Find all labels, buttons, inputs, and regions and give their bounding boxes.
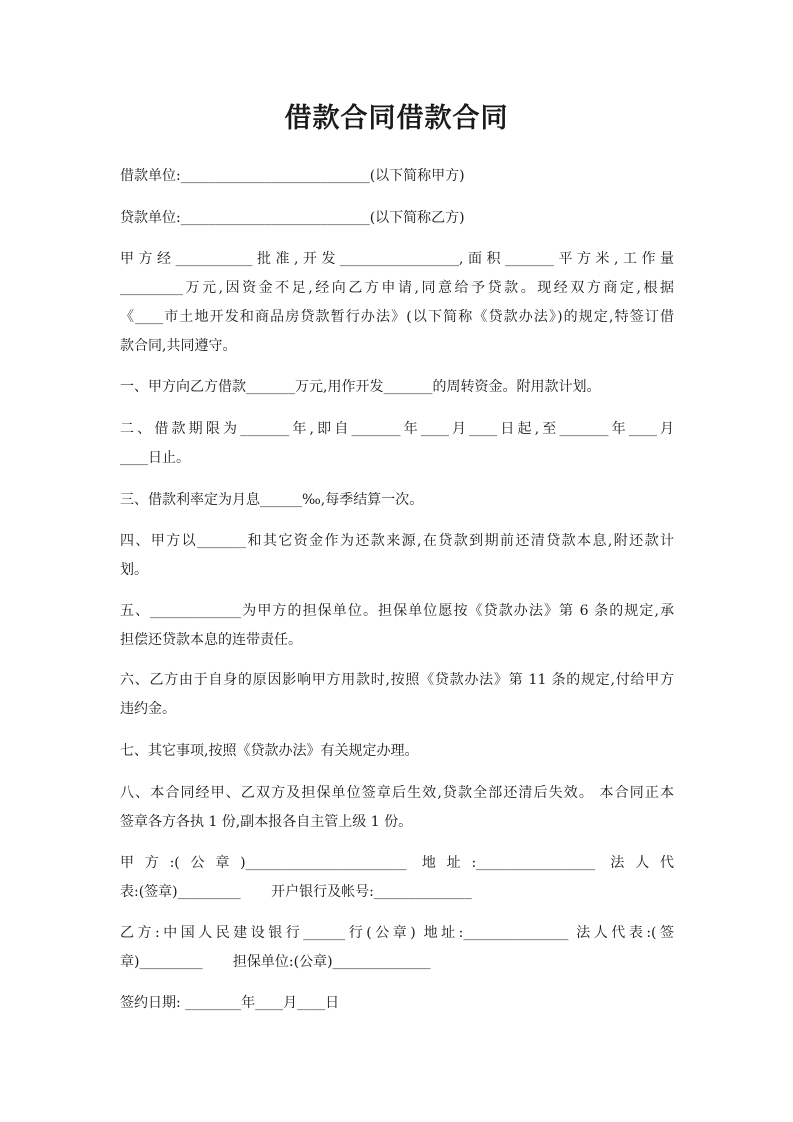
party-a-signature-block bbox=[120, 849, 674, 907]
paragraph-line: 《____市土地开发和商品房贷款暂行办法》(以下简称《贷款办法》)的规定,特签订借 bbox=[120, 309, 674, 325]
paragraph-line: 甲方:(公章)_______________________ 地址:_________________ 法人代 bbox=[120, 855, 674, 871]
paragraph-line: 章)_________ 担保单位:(公章)______________ bbox=[120, 954, 431, 970]
signing-date bbox=[120, 989, 674, 1018]
clause-2 bbox=[120, 415, 674, 473]
clause-3 bbox=[120, 486, 674, 515]
clause-6 bbox=[120, 666, 674, 724]
paragraph-line: _________万元,因资金不足,经向乙方申请,同意给予贷款。现经双方商定,根据 bbox=[120, 280, 674, 296]
page-title: 借款合同借款合同 bbox=[284, 103, 509, 134]
paragraph-line: 表:(签章)_________ 开户银行及帐号:______________ bbox=[120, 884, 472, 900]
paragraph-line: 款合同,共同遵守。 bbox=[120, 338, 237, 354]
paragraph-line: 甲方经___________批准,开发_________________,面积_______平方米,工作量 bbox=[120, 251, 674, 267]
lender-paragraph bbox=[120, 204, 674, 233]
paragraph-line: 五、_____________为甲方的担保单位。担保单位愿按《贷款办法》第 6 条的规定,承 bbox=[120, 603, 674, 619]
paragraph-line: 三、借款利率定为月息______‰,每季结算一次。 bbox=[120, 492, 424, 508]
party-b-signature-block bbox=[120, 919, 674, 977]
paragraph-line: 四、甲方以_______和其它资金作为还款来源,在贷款到期前还清贷款本息,附还款计 bbox=[120, 533, 674, 549]
paragraph-line: 八、本合同经甲、乙双方及担保单位签章后生效,贷款全部还清后失效。 本合同正本 bbox=[120, 785, 674, 801]
paragraph-line: 一、甲方向乙方借款_______万元,用作开发_______的周转资金。附用款计划。 bbox=[120, 379, 601, 395]
paragraph-line: 贷款单位:___________________________(以下简称乙方) bbox=[120, 210, 465, 226]
paragraph-line: 担偿还贷款本息的连带责任。 bbox=[120, 632, 302, 648]
paragraph-line: 签约日期: ________年____月____日 bbox=[120, 995, 340, 1011]
paragraph-line: 违约金。 bbox=[120, 701, 176, 717]
paragraph-line: 划。 bbox=[120, 562, 148, 578]
paragraph-line: 签章各方各执 1 份,副本报各自主管上级 1 份。 bbox=[120, 814, 413, 830]
clause-1 bbox=[120, 373, 674, 402]
paragraph-line: 乙方:中国人民建设银行______行(公章) 地址:_______________ 法人代表:(签 bbox=[120, 925, 674, 941]
paragraph-line: 七、其它事项,按照《贷款办法》有关规定办理。 bbox=[120, 743, 419, 759]
preamble-paragraph bbox=[120, 245, 674, 361]
clause-7 bbox=[120, 737, 674, 766]
paragraph-line: 借款单位:___________________________(以下简称甲方) bbox=[120, 168, 465, 184]
clause-4 bbox=[120, 527, 674, 585]
clause-8 bbox=[120, 779, 674, 837]
borrower-paragraph bbox=[120, 162, 674, 191]
paragraph-line: 六、乙方由于自身的原因影响甲方用款时,按照《贷款办法》第 11 条的规定,付给甲方 bbox=[120, 672, 674, 688]
paragraph-line: 二、借款期限为_______年,即自_______年____月____日起,至_______年____月 bbox=[120, 421, 674, 437]
paragraph-line: ____日止。 bbox=[120, 450, 190, 466]
clause-5 bbox=[120, 597, 674, 655]
